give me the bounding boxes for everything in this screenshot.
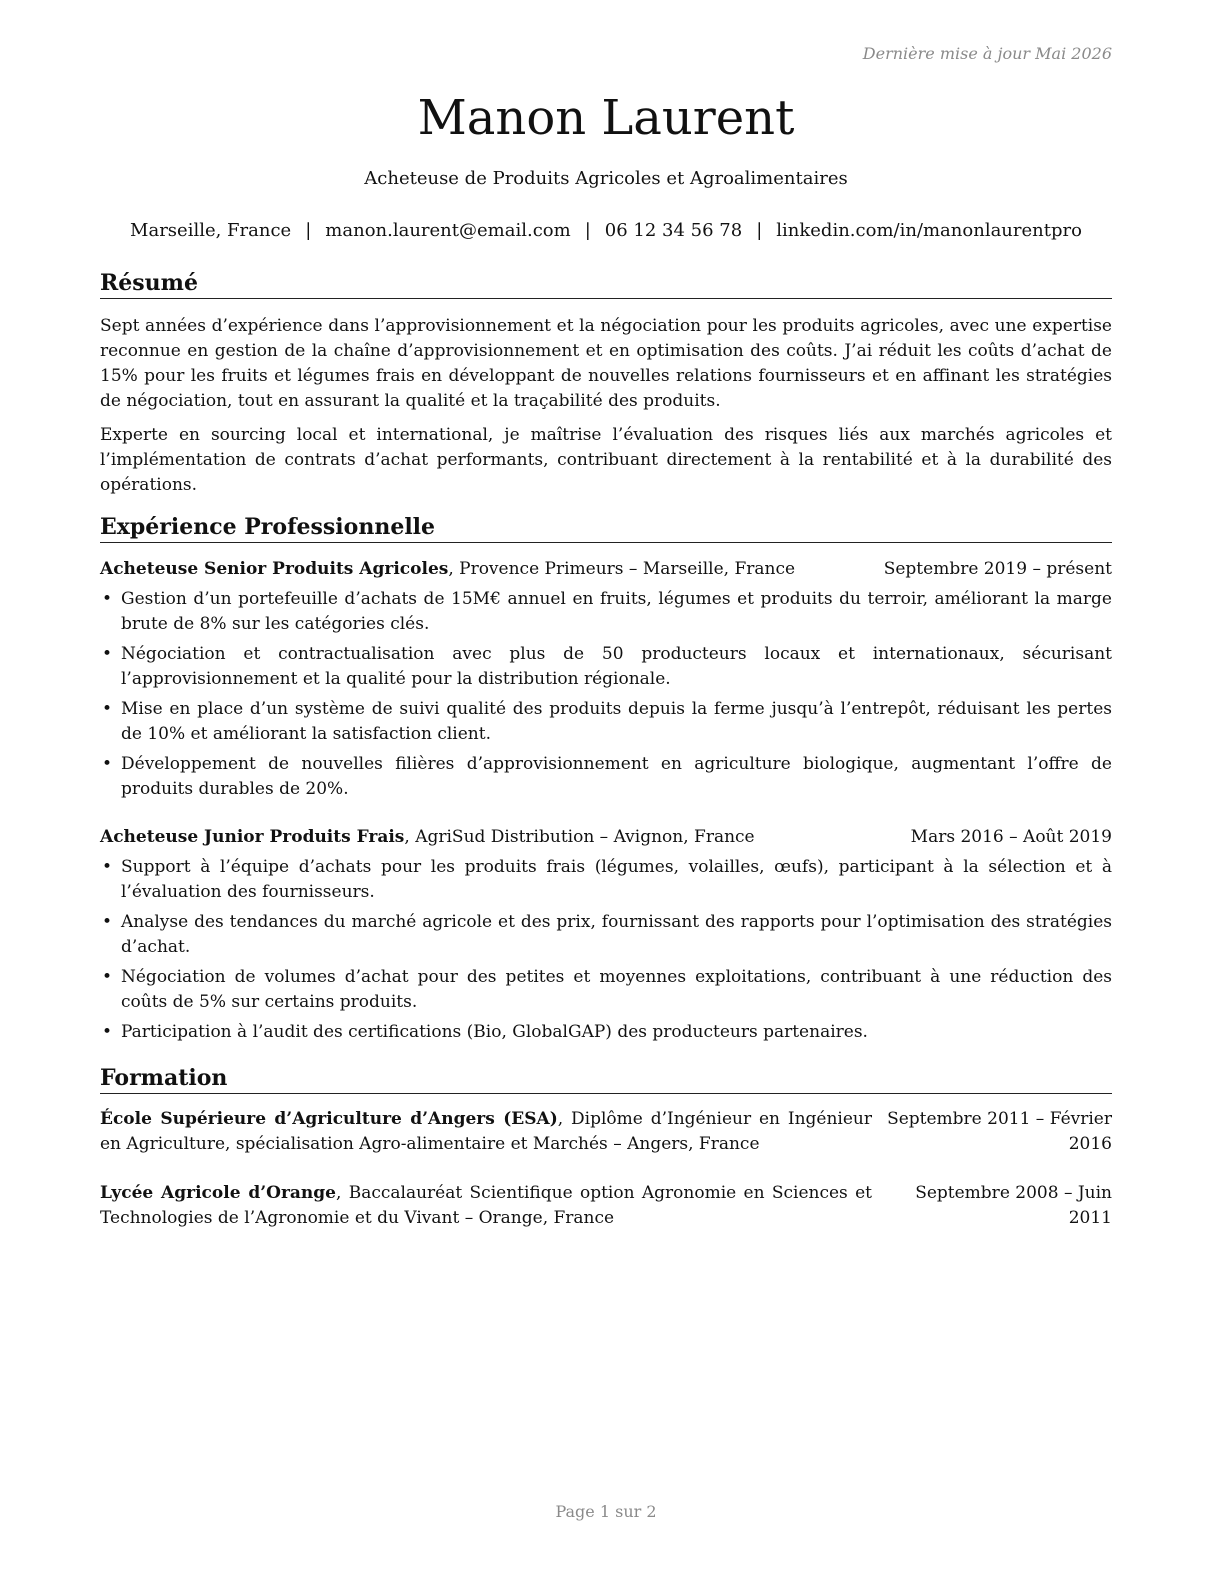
- contact-phone: 06 12 34 56 78: [604, 220, 743, 241]
- section-heading-experience: Expérience Professionnelle: [100, 513, 1112, 543]
- summary-paragraph: Sept années d’expérience dans l’approvisionnement et la négociation pour les produits agricoles, avec une expertise reconnue en gestion de la chaîne d’approvisionnement et en optimisation des coûts. J’ai réduit les coûts d’achat de 15% pour les fruits et légumes frais en développant de nouvelles relations fournisseurs et en affinant les stratégies de négociation, tout en assurant la qualité et la traçabilité des produits.: [100, 316, 1112, 411]
- contact-separator: |: [584, 220, 591, 241]
- education-dates: Septembre 2008 – Juin 2011: [915, 1183, 1112, 1228]
- contact-location: Marseille, France: [130, 220, 292, 241]
- job-dates: Mars 2016 – Août 2019: [910, 827, 1112, 847]
- job-header: [100, 825, 1112, 850]
- list-item: • Support à l’équipe d’achats pour les produits frais (légumes, volailles, œufs), participant à la sélection et à l’évaluation des fournisseurs.: [100, 855, 1112, 905]
- education-dates: Septembre 2011 – Février 2016: [887, 1109, 1112, 1154]
- job-dates: Septembre 2019 – présent: [883, 559, 1112, 579]
- list-item: • Mise en place d’un système de suivi qualité des produits depuis la ferme jusqu’à l’entrepôt, réduisant les pertes de 10% et améliorant la satisfaction client.: [100, 697, 1112, 747]
- education-program: , Diplôme d’Ingénieur en Ingénieur en Agriculture, spécialisation Agro-alimentaire et Marchés – Angers, France: [100, 1109, 872, 1154]
- job-company: , AgriSud Distribution – Avignon, France: [404, 827, 755, 847]
- page-number: Page 1 sur 2: [555, 1502, 657, 1521]
- list-item: • Négociation et contractualisation avec plus de 50 producteurs locaux et internationaux, sécurisant l’approvisionnement et la qualité pour la distribution régionale.: [100, 642, 1112, 692]
- summary-paragraph: Experte en sourcing local et international, je maîtrise l’évaluation des risques liés aux marchés agricoles et l’implémentation de contrats d’achat performants, contribuant directement à la rentabilité et à la durabilité des opérations.: [100, 425, 1112, 495]
- candidate-name: Manon Laurent: [417, 90, 795, 146]
- section-heading-education: Formation: [100, 1064, 1112, 1094]
- education-details: [100, 1107, 872, 1157]
- job-role: Acheteuse Senior Produits Agricoles: [100, 559, 449, 579]
- job-header: [100, 557, 1112, 582]
- contact-linkedin[interactable]: linkedin.com/in/manonlaurentpro: [776, 220, 1082, 241]
- list-item: • Participation à l’audit des certifications (Bio, GlobalGAP) des producteurs partenaires.: [100, 1020, 1112, 1045]
- resume-page: [100, 0, 1112, 1584]
- education-details: [100, 1181, 872, 1231]
- contact-email[interactable]: manon.laurent@email.com: [325, 220, 571, 241]
- list-item: • Développement de nouvelles filières d’approvisionnement en agriculture biologique, augmentant l’offre de produits durables de 20%.: [100, 752, 1112, 802]
- job-role: Acheteuse Junior Produits Frais: [100, 827, 405, 847]
- last-updated-note: Dernière mise à jour Mai 2026: [862, 44, 1112, 63]
- job-title: Acheteuse de Produits Agricoles et Agroalimentaires: [364, 168, 848, 189]
- education-program: , Baccalauréat Scientifique option Agronomie en Sciences et Technologies de l’Agronomie et du Vivant – Orange, France: [100, 1183, 872, 1228]
- contact-separator: |: [756, 220, 763, 241]
- list-item: • Analyse des tendances du marché agricole et des prix, fournissant des rapports pour l’optimisation des stratégies d’achat.: [100, 910, 1112, 960]
- job-bullets: [100, 855, 1112, 1050]
- list-item: • Gestion d’un portefeuille d’achats de 15M€ annuel en fruits, légumes et produits du terroir, améliorant la marge brute de 8% sur les catégories clés.: [100, 587, 1112, 637]
- education-school: École Supérieure d’Agriculture d’Angers (ESA): [100, 1109, 558, 1129]
- job-bullets: [100, 587, 1112, 807]
- section-heading-summary: Résumé: [100, 269, 1112, 299]
- education-school: Lycée Agricole d’Orange: [100, 1183, 336, 1203]
- contact-line: [100, 219, 1112, 243]
- job-company: , Provence Primeurs – Marseille, France: [448, 559, 796, 579]
- contact-separator: |: [305, 220, 312, 241]
- list-item: • Négociation de volumes d’achat pour des petites et moyennes exploitations, contribuant à une réduction des coûts de 5% sur certains produits.: [100, 965, 1112, 1015]
